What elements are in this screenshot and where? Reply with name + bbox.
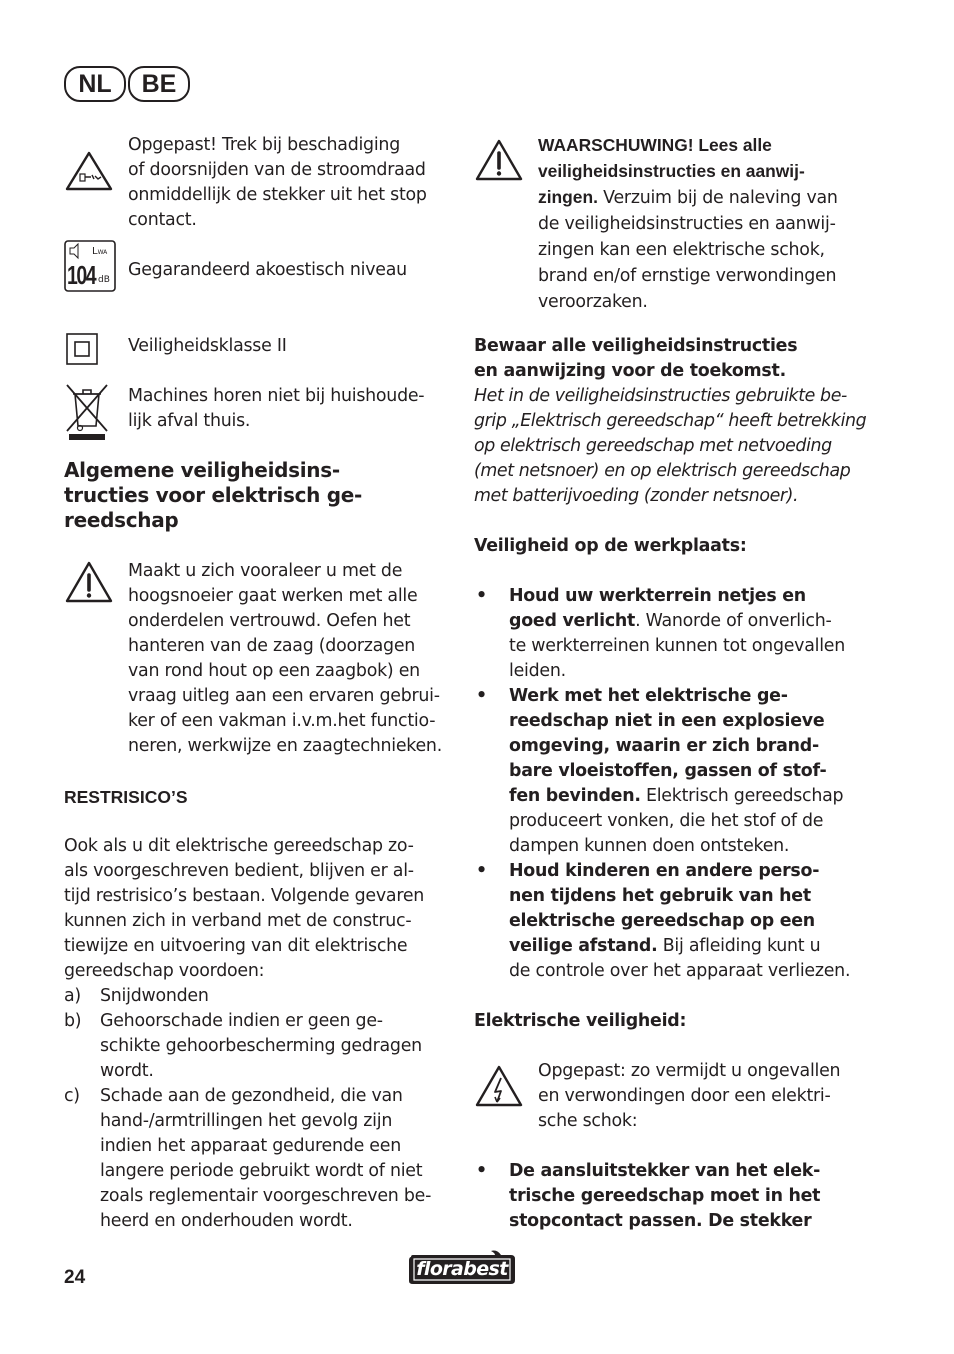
warning-icon [64,560,114,604]
risk-label-c: c) [64,1086,80,1106]
electric-warning-text: Opgepast: zo vermijdt u ongevallen en verwondingen door een elektri- sche schok: [538,1061,841,1131]
symbol-text-safety-class: Veiligheidsklasse II [128,336,287,356]
residual-risks-title: RESTRISICO’S [64,787,188,807]
workplace-item-1: Houd uw werkterrein netjes en goed verlicht. Wanorde of onverlich- te werkterreinen kunnen tot ongevallen leiden. [509,586,846,681]
florabest-logo [405,1247,519,1287]
electric-item-1: De aansluitstekker van het elek- trische gereedschap moet in het stopcontact passen. De stekker [509,1161,821,1231]
symbol-text-waste: Machines horen niet bij huishoude- lijk afval thuis. [128,386,425,431]
electrical-safety-title: Elektrische veiligheid: [474,1011,687,1031]
crossed-bin-icon [64,382,110,442]
bullet: • [476,861,487,881]
warning-icon [474,138,524,182]
keep-instructions-heading: Bewaar alle veiligheidsinstructies en aanwijzing voor de toekomst. [474,336,798,381]
safety-class-ii-icon [66,333,98,365]
lwa-value: 104 [67,260,96,290]
bullet: • [476,1161,487,1181]
bullet: • [476,686,487,706]
risk-label-b: b) [64,1011,82,1031]
electric-shock-warning-icon [474,1064,524,1108]
symbol-text-acoustic: Gegarandeerd akoestisch niveau [128,260,407,280]
workplace-item-3: Houd kinderen en andere perso- nen tijdens het gebruik van het elektrische gereedschap op een veilige afstand. Bij afleiding kunt u de controle over het apparaat verliezen. [509,861,851,981]
symbol-text-cable-damage: Opgepast! Trek bij beschadiging of doorsnijden van de stroomdraad onmiddellijk de stekker uit het stop contact. [128,135,427,230]
lwa-label: LWA [92,246,108,257]
brand-name: florabest [416,1258,508,1280]
general-warning-text: Maakt u zich vooraleer u met de hoogsnoeier gaat werken met alle onderdelen vertrouwd. Oefen het hanteren van de zaag (doorzagen van rond hout op een zaagbok) en vraag uitleg aan een ervaren gebrui- ker of een vakman i.v.m.het functio- neren, werkwijze en zaagtechnieken. [128,561,442,756]
risk-item-b: Gehoorschade indien er geen ge- schikte gehoorbescherming gedragen wordt. [100,1011,422,1081]
cable-damage-warning-icon [64,150,114,192]
main-warning-text: WAARSCHUWING! Lees alle veiligheidsinstructies en aanwij- zingen. Verzuim bij de naleving van de veiligheidsinstructies en aanwij- zingen kan een elektrische schok, brand en/of ernstige verwondingen veroorzaken. [538,135,838,312]
residual-risks-intro: Ook als u dit elektrische gereedschap zo- als voorgeschreven bedient, blijven er al- tijd restrisico’s bestaan. Volgende gevaren kunnen zich in verband met de construc- tiewijze en uitvoering van dit elektrische gereedschap voordoen: [64,836,425,981]
workplace-item-2: Werk met het elektrische ge- reedschap niet in een explosieve omgeving, waarin er zich brand- bare vloeistoffen, gassen of stof- fen bevinden. Elektrisch gereedschap produceert vonken, die het stof of de dampen kunnen doen ontsteken. [509,686,844,856]
risk-label-a: a) [64,986,81,1006]
risk-item-a: Snijdwonden [100,986,209,1006]
sound-power-level-icon [64,240,116,292]
bullet: • [476,586,487,606]
keep-instructions-text: Het in de veiligheidsinstructies gebruikte be- grip „Elektrisch gereedschap“ heeft betrekking op elektrisch gereedschap met netvoeding (met netsnoer) en op elektrisch gereedschap met batterijvoeding (zonder netsnoer). [474,386,867,506]
page-number: 24 [64,1267,86,1288]
lang-badge-nl: NL [64,66,126,102]
workplace-safety-title: Veiligheid op de werkplaats: [474,536,747,556]
risk-item-c: Schade aan de gezondheid, die van hand-/armtrillingen het gevolg zijn indien het apparaat gedurende een langere periode gebruikt wordt of niet zoals reglementair voorgeschreven be- heerd en onderhouden wordt. [100,1086,432,1231]
lwa-unit: dB [98,275,110,285]
lang-badge-be: BE [128,66,190,102]
general-safety-heading: Algemene veiligheidsins- tructies voor elektrisch ge- reedschap [64,458,363,532]
